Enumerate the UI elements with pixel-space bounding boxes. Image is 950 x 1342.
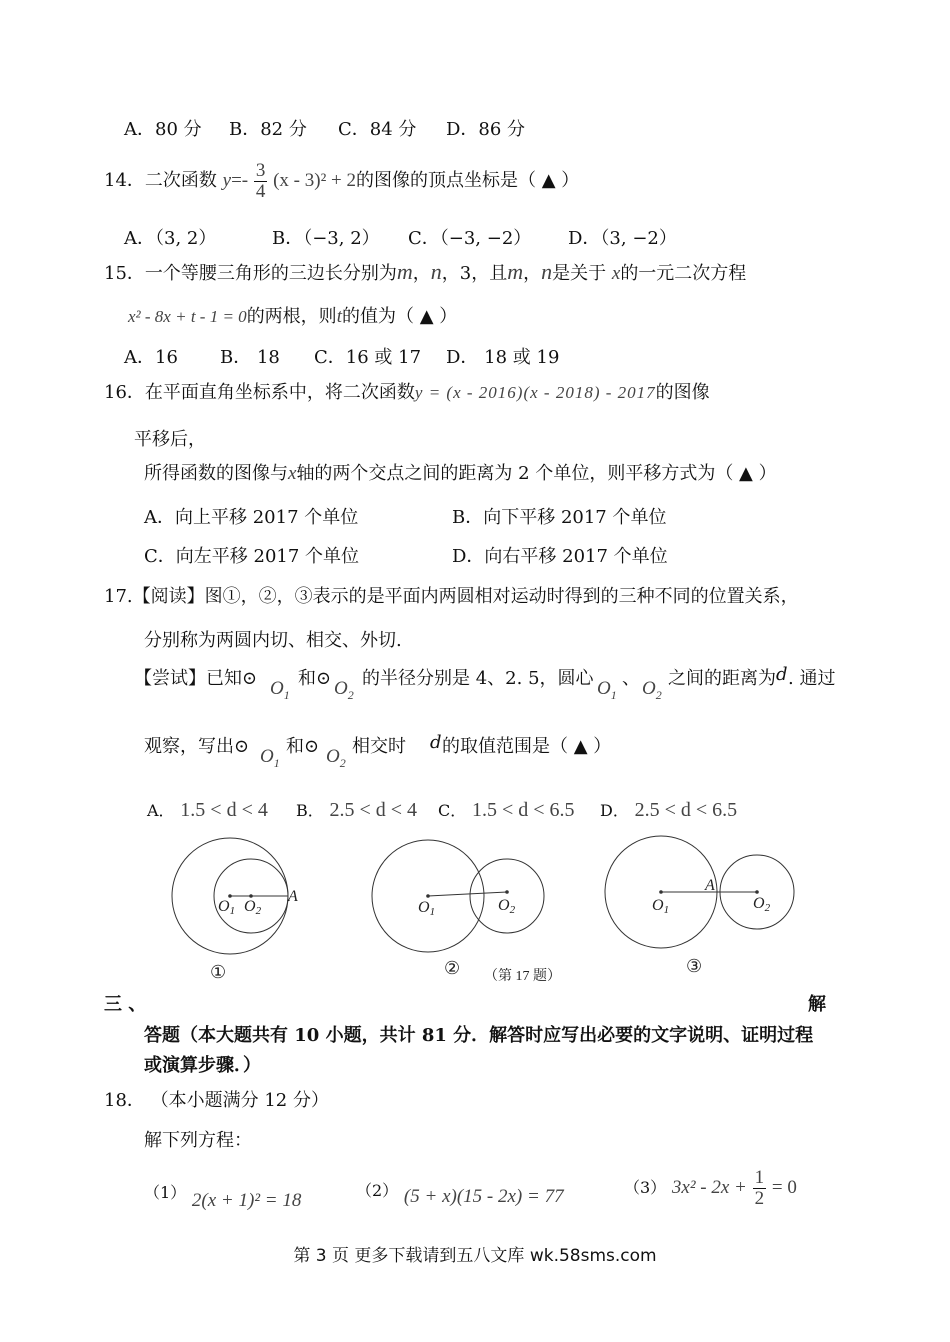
figure-1-internally-tangent: [172, 838, 288, 954]
q14-frac-den: 4: [255, 180, 266, 202]
q17-line2: 分别称为两圆内切、相交、外切.: [144, 630, 402, 651]
q14-eq-rest: (x - 3)² + 2: [273, 170, 356, 191]
fig3-point-o1: [660, 891, 663, 894]
fig3-point-o2: [756, 891, 759, 894]
q16-line3: [144, 459, 777, 485]
q15-equation: x² - 8x + t - 1 = 0: [128, 307, 247, 326]
q17-o1-c: [260, 746, 280, 771]
q17-dun: 、: [622, 668, 640, 689]
q16-var-x: x: [288, 463, 297, 484]
q17-and: 和⊙: [298, 668, 332, 689]
fig3-label-a: A: [705, 877, 715, 894]
fig2-label: ②: [444, 958, 461, 978]
q13-option-b: B．82 分: [229, 119, 307, 140]
q18-part1: [144, 1180, 302, 1211]
q17-var-d-2: d: [430, 732, 442, 753]
q18-part3-fraction: [753, 1168, 767, 1209]
q15-var-n2: n: [541, 259, 553, 284]
q16-line2: 平移后，: [134, 429, 206, 450]
q16-option-a: A．向上平移 2017 个单位: [144, 507, 359, 528]
q15-var-n: n: [430, 259, 442, 284]
q13-option-c: C．84 分: [338, 119, 417, 140]
q17-line3-end: . 通过: [788, 668, 836, 689]
fig3-label: ③: [686, 956, 703, 976]
q18-part1-eq: 2(x + 1)² = 18: [191, 1190, 302, 1211]
q14-var-y: y: [222, 170, 232, 191]
q17-o1-c-sub: 1: [273, 755, 280, 770]
q17-o1-b-sub: 1: [610, 687, 617, 702]
section3-line2: 答题（本大题共有 10 小题，共计 81 分．解答时应写出必要的文字说明、证明过程: [144, 1025, 814, 1046]
q18-line2: 解下列方程：: [144, 1130, 252, 1151]
q15-var-m: m: [396, 259, 413, 284]
q17-line1: 17.【阅读】图①，②，③表示的是平面内两圆相对运动时得到的三种不同的位置关系，: [104, 586, 799, 607]
q16-option-b: B．向下平移 2017 个单位: [452, 507, 667, 528]
q17-o2-c: [326, 746, 346, 771]
fig2-label-o2: O2: [498, 897, 516, 916]
q18-part2-eq: (5 + x)(15 - 2x) = 77: [403, 1186, 564, 1207]
q14-option-b: B．（−3, 2）: [272, 228, 380, 249]
q17-o1-a: [270, 678, 290, 703]
page-footer: 第 3 页 更多下载请到五八文库 wk.58sms.com: [293, 1246, 657, 1266]
q15-line2-post: 的两根，则: [246, 306, 337, 327]
q16-stem-post: 的图像: [655, 382, 710, 403]
q17-option-b-label: B．: [296, 801, 324, 820]
q18-part3-pre: 3x² - 2x +: [671, 1177, 747, 1198]
q15-option-a: A．16: [124, 347, 178, 368]
q16-stem-pre: 16．在平面直角坐标系中，将二次函数: [104, 382, 415, 403]
q18-part3-label: （3）: [624, 1178, 667, 1197]
q17-option-c-label: C．: [438, 801, 467, 820]
q16-line3-post: 轴的两个交点之间的距离为 2 个单位，则平移方式为（ ▲ ）: [296, 463, 777, 484]
q17-line4-mid: 相交时: [352, 736, 406, 757]
q17-line3-mid: 的半径分别是 4、2. 5，圆心: [362, 668, 594, 689]
q14-fraction: [254, 161, 268, 202]
q15-option-c: C．16 或 17: [314, 347, 422, 368]
fig2-label-o1: O1: [418, 899, 436, 918]
q17-o2-c-letter: O: [326, 746, 340, 767]
q18-part2: [356, 1178, 564, 1207]
q17-option-b: [296, 798, 417, 822]
q15-mid: ，3，且: [441, 263, 508, 284]
fig2-circle-o2: [470, 859, 544, 933]
q16-line3-pre: 所得函数的图像与: [144, 463, 288, 484]
q15-var-t: t: [336, 306, 342, 327]
q17-o1-b-letter: O: [597, 678, 611, 699]
q17-o1-c-letter: O: [260, 746, 274, 767]
q16-equation: y = (x - 2016)(x - 2018) - 2017: [414, 383, 656, 402]
q18-part3: [624, 1164, 797, 1212]
fig1-label-a: A: [288, 888, 298, 905]
figure-2-intersecting: [372, 840, 544, 952]
q17-o1-a-sub: 1: [283, 687, 290, 702]
q15-line2-end: 的值为（ ▲ ）: [341, 306, 458, 327]
q17-var-d: d: [776, 664, 788, 685]
q15-var-x: x: [611, 263, 621, 284]
q17-line3-post: 之间的距离为: [668, 668, 776, 689]
q14-frac-num: 3: [255, 159, 266, 181]
q15-option-d: D． 18 或 19: [446, 347, 560, 368]
q17-option-d: [600, 798, 737, 822]
q17-o1-b: [597, 678, 617, 703]
q18-part2-label: （2）: [356, 1181, 399, 1200]
q14-option-d: D．（3, −2）: [568, 228, 677, 249]
q17-o2-b-sub: 2: [655, 687, 662, 702]
q18-part3-frac-num: 1: [754, 1166, 765, 1188]
q17-line4-pre: 观察，写出⊙: [144, 736, 250, 757]
q15-var-m2: m: [507, 259, 524, 284]
q15-comma2: ，: [523, 263, 542, 284]
fig17-caption: （第 17 题）: [484, 969, 561, 984]
q17-option-b-value: 2.5 < d < 4: [329, 799, 418, 821]
q17-o2-a: [334, 678, 354, 703]
q18-head: 18． （本小题满分 12 分）: [104, 1090, 329, 1111]
q14-option-a: A．（3, 2）: [124, 228, 217, 249]
q13-option-d: D．86 分: [446, 119, 526, 140]
fig1-label-o2: O2: [244, 898, 262, 917]
fig2-line: [428, 892, 507, 896]
section3-head-left: 三 、: [104, 994, 147, 1015]
q18-part1-label: （1）: [144, 1183, 187, 1202]
q16-option-d: D．向右平移 2017 个单位: [452, 546, 668, 567]
figure-3-externally-tangent: [605, 836, 794, 948]
q17-option-d-value: 2.5 < d < 6.5: [634, 799, 738, 821]
q16-option-c: C．向左平移 2017 个单位: [144, 546, 360, 567]
q15-line1: [104, 259, 746, 285]
fig2-point-o1: [427, 895, 430, 898]
fig2-point-o2: [506, 891, 509, 894]
q14-stem: [104, 158, 579, 204]
q16-line1: [104, 378, 710, 404]
fig1-point-o2: [250, 895, 253, 898]
q17-option-c: [438, 798, 575, 822]
q17-o2-a-sub: 2: [347, 687, 354, 702]
q14-option-c: C．（−3, −2）: [408, 228, 532, 249]
section3-line3: 或演算步骤．）: [144, 1055, 261, 1076]
q17-option-c-value: 1.5 < d < 6.5: [471, 799, 575, 821]
q18-part3-frac-den: 2: [754, 1187, 765, 1209]
q17-line3-pre: 【尝试】已知⊙: [134, 668, 258, 689]
q15-line1-post: 是关于: [552, 263, 607, 284]
fig3-label-o2: O2: [753, 895, 771, 914]
q18-part3-post: = 0: [771, 1177, 797, 1198]
q15-line2: [128, 302, 457, 328]
q17-o2-c-sub: 2: [339, 755, 346, 770]
q15-option-b: B． 18: [220, 347, 280, 368]
q17-figures: [0, 830, 950, 990]
q17-o2-a-letter: O: [334, 678, 348, 699]
q17-option-a-value: 1.5 < d < 4: [180, 799, 268, 821]
q13-option-a: A．80 分: [124, 119, 202, 140]
q14-eq-minus: =-: [231, 170, 249, 191]
q17-option-a: [147, 798, 268, 822]
q15-line1-end: 的一元二次方程: [620, 263, 747, 284]
fig1-label-o1: O1: [218, 898, 236, 917]
q17-option-d-label: D．: [600, 801, 629, 820]
fig1-point-o1: [229, 895, 232, 898]
q15-comma1: ，: [412, 263, 431, 284]
fig1-label: ①: [210, 962, 227, 982]
q17-o2-b: [642, 678, 662, 703]
section3-head-right: 解: [808, 994, 826, 1015]
q17-option-a-label: A．: [147, 801, 175, 820]
q14-stem-pre: 14．二次函数: [104, 170, 217, 191]
q14-stem-post: 的图像的顶点坐标是（ ▲ ）: [356, 170, 580, 191]
fig3-label-o1: O1: [652, 897, 670, 916]
q17-o1-a-letter: O: [270, 678, 284, 699]
q17-line4-post: 的取值范围是（ ▲ ）: [442, 736, 612, 757]
q17-line4-and: 和⊙: [286, 736, 320, 757]
q15-line1-pre: 15．一个等腰三角形的三边长分别为: [104, 263, 397, 284]
q17-o2-b-letter: O: [642, 678, 656, 699]
